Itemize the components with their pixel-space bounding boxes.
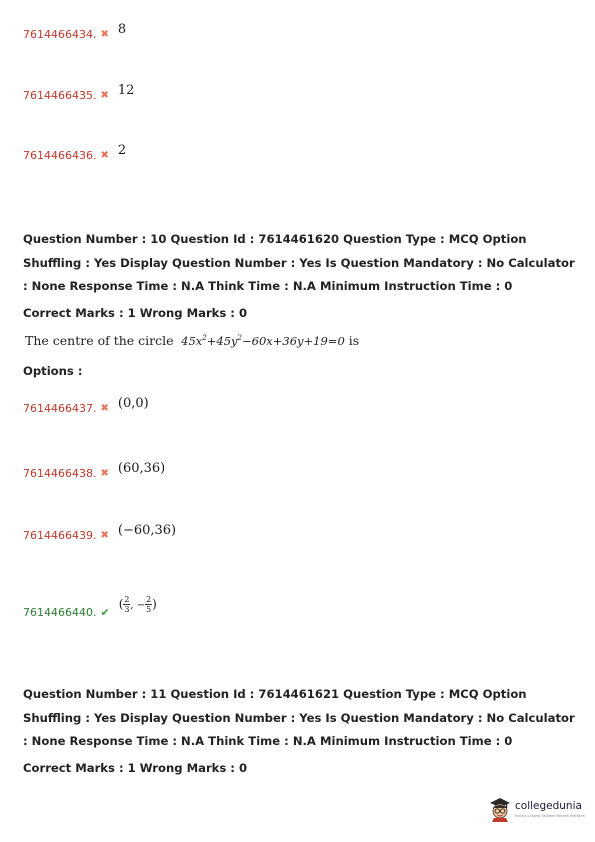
cross-icon: ✖ bbox=[100, 28, 109, 40]
option-id: 7614466439. bbox=[23, 529, 97, 542]
marks-line: Correct Marks : 1 Wrong Marks : 0 bbox=[23, 761, 248, 775]
equation-exponent: 2 bbox=[202, 334, 207, 343]
equation-term: +45y bbox=[206, 334, 238, 348]
option-id: 7614466437. bbox=[23, 402, 97, 415]
cross-icon: ✖ bbox=[100, 149, 109, 161]
option-value: (0,0) bbox=[117, 396, 149, 411]
option-id: 7614466435. bbox=[23, 89, 97, 102]
option-id: 7614466434. bbox=[23, 28, 97, 41]
option-value: 12 bbox=[117, 83, 135, 98]
question-header: Question Number : 11 Question Id : 7614461621 Question Type : MCQ Option Shuffling : Yes Display Question Number : Yes Is Question Mandatory : No Calculator : None Response Time : N.A Think Time : N.A Minimum Instruction Time : 0 bbox=[23, 687, 575, 748]
question-suffix: is bbox=[348, 333, 360, 348]
logo-text bbox=[515, 800, 585, 818]
question-prefix: The centre of the circle bbox=[25, 333, 174, 348]
option-row bbox=[23, 22, 127, 42]
option-row bbox=[23, 461, 166, 481]
option-row bbox=[23, 523, 177, 543]
numerator: 2 bbox=[146, 595, 152, 604]
option-value: 8 bbox=[117, 22, 127, 37]
option-id: 7614466436. bbox=[23, 149, 97, 162]
denominator: 5 bbox=[146, 605, 152, 614]
option-row bbox=[23, 396, 149, 416]
option-value: (60,36) bbox=[117, 461, 166, 476]
option-row-correct bbox=[23, 595, 157, 622]
separator: , − bbox=[130, 600, 146, 611]
cross-icon: ✖ bbox=[100, 89, 109, 101]
cross-icon: ✖ bbox=[100, 467, 109, 479]
equation-term: 45x bbox=[181, 334, 203, 348]
check-icon: ✔ bbox=[100, 606, 110, 619]
options-label: Options : bbox=[23, 364, 83, 378]
collegedunia-logo bbox=[488, 796, 585, 822]
mascot-icon bbox=[488, 796, 512, 822]
option-value: (−60,36) bbox=[117, 523, 177, 538]
marks-line: Correct Marks : 1 Wrong Marks : 0 bbox=[23, 306, 248, 320]
numerator: 2 bbox=[124, 595, 130, 604]
logo-name: collegedunia bbox=[515, 800, 582, 812]
option-id: 7614466438. bbox=[23, 467, 97, 480]
question-header: Question Number : 10 Question Id : 7614461620 Question Type : MCQ Option Shuffling : Yes Display Question Number : Yes Is Question Mandatory : No Calculator : None Response Time : N.A Think Time : N.A Minimum Instruction Time : 0 bbox=[23, 232, 575, 293]
cross-icon: ✖ bbox=[100, 529, 109, 541]
equation-term: −60x+36y+19=0 bbox=[242, 334, 345, 348]
paren-close: ) bbox=[152, 597, 157, 611]
denominator: 3 bbox=[124, 605, 130, 614]
equation-exponent: 2 bbox=[237, 334, 243, 343]
option-id: 7614466440. bbox=[23, 606, 97, 619]
question-text bbox=[25, 333, 359, 348]
cross-icon: ✖ bbox=[100, 402, 109, 414]
option-row bbox=[23, 83, 135, 103]
paren-open: ( bbox=[118, 597, 124, 611]
logo-tagline: India's Largest Student Review Platform bbox=[515, 814, 585, 818]
option-row bbox=[23, 143, 127, 163]
option-fraction bbox=[119, 595, 157, 614]
equation bbox=[178, 334, 345, 348]
option-value: 2 bbox=[117, 143, 127, 158]
